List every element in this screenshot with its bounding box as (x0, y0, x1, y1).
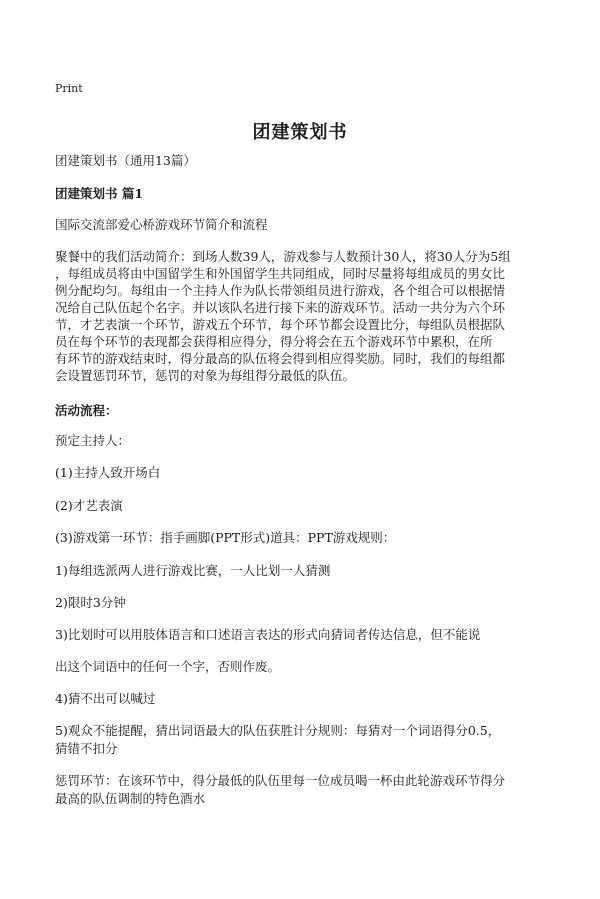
penalty-line: 惩罚环节：在该环节中，得分最低的队伍里每一位成员喝一杯由此轮游戏环节得分 (55, 773, 506, 788)
rule-line: 出这个词语中的任何一个字，否则作废。 (55, 659, 281, 674)
flow-heading: 活动流程： (55, 403, 118, 418)
rule-line: 猜错不扣分 (55, 741, 118, 756)
intro-line: 国际交流部爱心桥游戏环节简介和流程 (55, 217, 268, 232)
paragraph-line: ，每组成员将由中国留学生和外国留学生共同组成，同时尽量将每组成员的男女比 (55, 266, 506, 281)
paragraph-line: 会设置惩罚环节，惩罚的对象为每组得分最低的队伍。 (55, 368, 356, 383)
paragraph-line: 例分配均匀。每组由一个主持人作为队长带领组员进行游戏，各个组合可以根据情 (55, 283, 506, 298)
paragraph-line: 有环节的游戏结束时，得分最高的队伍将会得到相应得奖励。同时，我们的每组都 (55, 351, 506, 366)
paragraph-line: 节，才艺表演一个环节，游戏五个环节，每个环节都会设置比分，每组队员根据队 (55, 317, 506, 332)
print-label: Print (55, 82, 83, 95)
paragraph-line: 况给自己队伍起个名字。并以该队名进行接下来的游戏环节。活动一共分为六个环 (55, 300, 506, 315)
flow-step: (2)才艺表演 (55, 498, 123, 513)
penalty-line: 最高的队伍调制的特色酒水 (55, 791, 206, 806)
document-subtitle: 团建策划书（通用13篇） (55, 153, 196, 168)
section-heading: 团建策划书 篇1 (55, 186, 144, 201)
document-title: 团建策划书 (252, 122, 348, 143)
paragraph-line: 员在每个环节的表现都会获得相应得分，得分将会在五个游戏环节中累积，在所 (55, 334, 493, 349)
rule-line: 5)观众不能提醒，猜出词语最大的队伍获胜计分规则：每猜对一个词语得分0.5， (55, 723, 501, 738)
paragraph-line: 聚餐中的我们活动简介：到场人数39人，游戏参与人数预计30人，将30人分为5组 (55, 249, 511, 264)
rule-line: 3)比划时可以用肢体语言和口述语言表达的形式向猜词者传达信息，但不能说 (55, 627, 481, 642)
rule-line: 4)猜不出可以喊过 (55, 691, 156, 706)
host-line: 预定主持人： (55, 433, 131, 448)
flow-step: (3)游戏第一环节：指手画脚(PPT形式)道具：PPT游戏规则： (55, 530, 396, 545)
flow-step: (1)主持人致开场白 (55, 465, 161, 480)
rule-line: 2)限时3分钟 (55, 595, 126, 610)
rule-line: 1)每组选派两人进行游戏比赛，一人比划一人猜测 (55, 563, 331, 578)
